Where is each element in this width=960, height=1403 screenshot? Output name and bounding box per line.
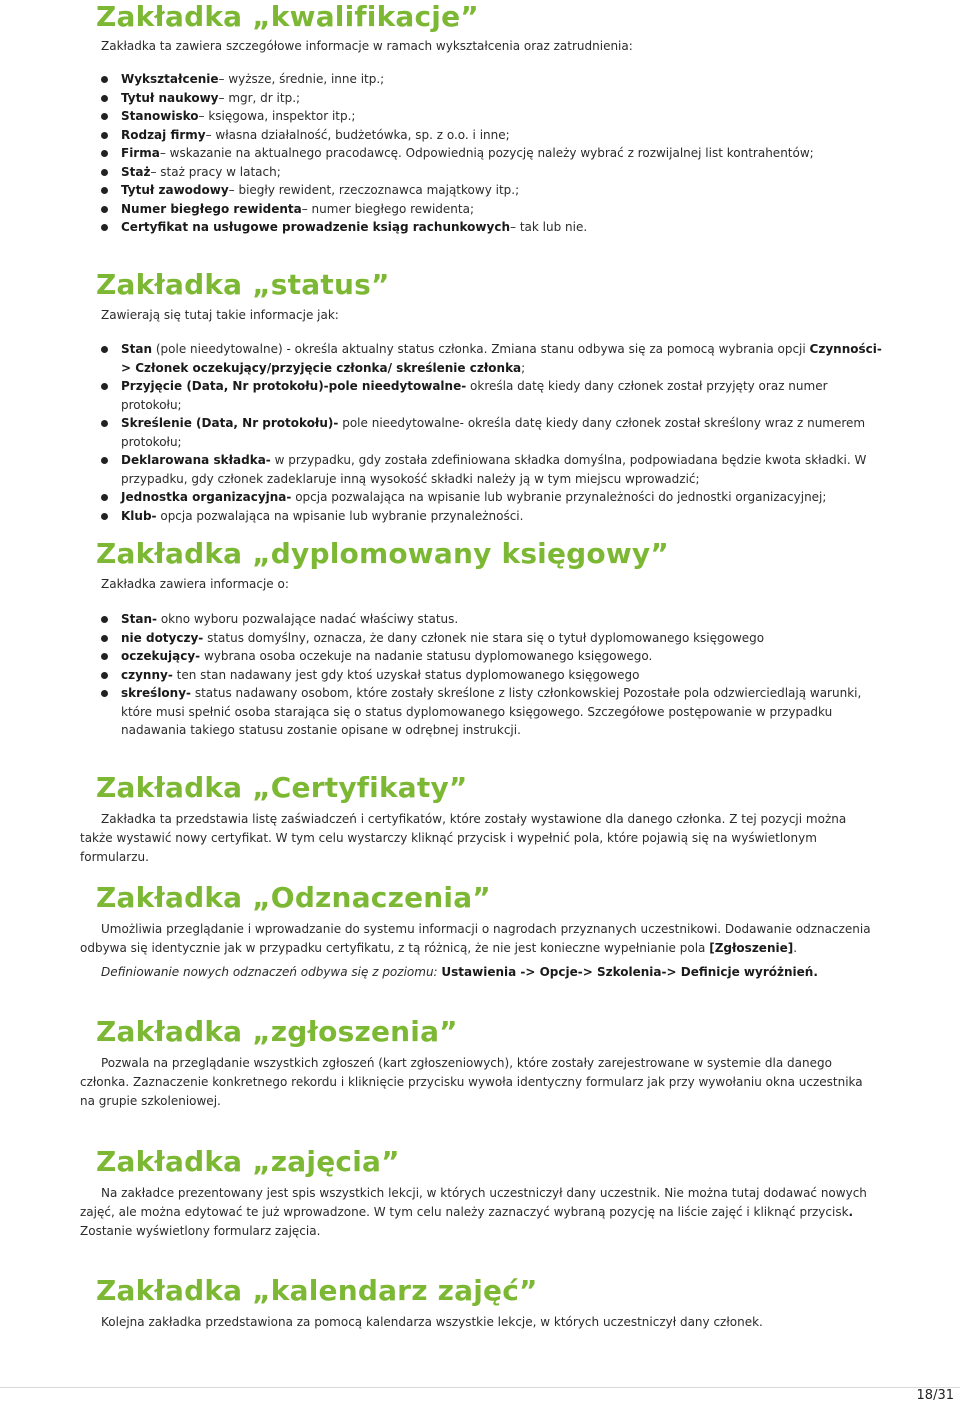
section-title-zajecia: Zakładka „zajęcia” <box>96 1145 400 1178</box>
bullet-icon <box>101 653 108 660</box>
list-item: nie dotyczy- status domyślny, oznacza, że dany członek nie stara się o tytuł dyplomowanego księgowego <box>100 629 890 648</box>
list-item: Deklarowana składka- w przypadku, gdy została zdefiniowana składka domyślna, podpowiadana będzie kwota składki. W przypadku, gdy członek zadeklaruje inną wysokość składki należy ją w tym miejscu wprowadzić; <box>100 451 890 488</box>
list-item: Przyjęcie (Data, Nr protokołu)-pole nieedytowalne- określa datę kiedy dany członek został przyjęty oraz numer protokołu; <box>100 377 890 414</box>
zajecia-text: Na zakładce prezentowany jest spis wszystkich lekcji, w których uczestniczył dany uczestnik. Nie można tutaj dodawać nowych zajęć, ale można edytować te już wprowadzone. W tym celu należy zaznaczyć wybraną pozycję na liście zajęć i kliknąć przycisk. Zostanie wyświetlony formularz zajęcia. <box>80 1186 867 1238</box>
certyfikaty-text: Zakładka ta przedstawia listę zaświadczeń i certyfikatów, które zostały wystawione dla danego członka. Z tej pozycji można także wystawić nowy certyfikat. W tym celu wystarczy kliknąć przycisk i wypełnić pola, które pojawią się na wyświetlonym formularzu. <box>80 812 847 864</box>
section-title-zgloszenia: Zakładka „zgłoszenia” <box>96 1015 458 1048</box>
status-intro: Zawierają się tutaj takie informacje jak: <box>101 308 339 322</box>
section-title-dyplomowany: Zakładka „dyplomowany księgowy” <box>96 537 669 570</box>
section-title-kalendarz: Zakładka „kalendarz zajęć” <box>96 1274 538 1307</box>
bullet-icon <box>101 224 108 231</box>
list-item: Certyfikat na usługowe prowadzenie ksiąg rachunkowych– tak lub nie. <box>100 218 890 237</box>
bullet-icon <box>101 113 108 120</box>
bullet-icon <box>101 383 108 390</box>
kalendarz-text: Kolejna zakładka przedstawiona za pomocą kalendarza wszystkie lekcje, w których uczestniczył dany członek. <box>101 1315 763 1329</box>
list-item: Staż– staż pracy w latach; <box>100 163 890 182</box>
bullet-icon <box>101 635 108 642</box>
bullet-icon <box>101 616 108 623</box>
list-item: Rodzaj firmy– własna działalność, budżetówka, sp. z o.o. i inne; <box>100 126 890 145</box>
bullet-icon <box>101 150 108 157</box>
list-item: Stanowisko– księgowa, inspektor itp.; <box>100 107 890 126</box>
list-item: Skreślenie (Data, Nr protokołu)- pole nieedytowalne- określa datę kiedy dany członek został skreślony wraz z numerem protokołu; <box>100 414 890 451</box>
status-list <box>100 340 890 525</box>
bullet-icon <box>101 346 108 353</box>
bullet-icon <box>101 420 108 427</box>
list-item: skreślony- status nadawany osobom, które zostały skreślone z listy członkowskiej Pozostałe pola odzwierciedlają warunki, które musi spełnić osoba starająca się o status dyplomowanego księgowego. Szczegółowe postępowanie w przypadku nadawania takiego statusu zostanie opisane w odrębnej instrukcji. <box>100 684 890 740</box>
bullet-icon <box>101 513 108 520</box>
bullet-icon <box>101 169 108 176</box>
bullet-icon <box>101 187 108 194</box>
list-item: Numer biegłego rewidenta– numer biegłego rewidenta; <box>100 200 890 219</box>
section-title-kwalifikacje: Zakładka „kwalifikacje” <box>96 0 479 33</box>
list-item: Firma– wskazanie na aktualnego pracodawcę. Odpowiednią pozycję należy wybrać z rozwijalnej list kontrahentów; <box>100 144 890 163</box>
dyplomowany-list <box>100 610 890 740</box>
kwalifikacje-list <box>100 70 890 237</box>
section-title-odznaczenia: Zakładka „Odznaczenia” <box>96 881 491 914</box>
list-item: czynny- ten stan nadawany jest gdy ktoś uzyskał status dyplomowanego księgowego <box>100 666 890 685</box>
bullet-icon <box>101 672 108 679</box>
dyplomowany-intro: Zakładka zawiera informacje o: <box>101 577 289 591</box>
zgloszenia-text: Pozwala na przeglądanie wszystkich zgłoszeń (kart zgłoszeniowych), które zostały zarejestrowane w systemie dla danego członka. Zaznaczenie konkretnego rekordu i kliknięcie przycisku wywoła identyczny formularz jak przy wywołaniu okna uczestnika na grupie szkoleniowej. <box>80 1056 863 1108</box>
section-title-status: Zakładka „status” <box>96 268 390 301</box>
list-item: Wykształcenie– wyższe, średnie, inne itp.; <box>100 70 890 89</box>
list-item: oczekujący- wybrana osoba oczekuje na nadanie statusu dyplomowanego księgowego. <box>100 647 890 666</box>
list-item: Jednostka organizacyjna- opcja pozwalająca na wpisanie lub wybranie przynależności do jednostki organizacyjnej; <box>100 488 890 507</box>
bullet-icon <box>101 457 108 464</box>
odznaczenia-definitions: Definiowanie nowych odznaczeń odbywa się z poziomu: Ustawienia -> Opcje-> Szkolenia-> Definicje wyróżnień. <box>101 965 818 979</box>
list-item: Stan- okno wyboru pozwalające nadać właściwy status. <box>100 610 890 629</box>
bullet-icon <box>101 690 108 697</box>
list-item: Stan (pole nieedytowalne) - określa aktualny status członka. Zmiana stanu odbywa się za pomocą wybrania opcji Czynności-> Członek oczekujący/przyjęcie członka/ skreślenie członka; <box>100 340 890 377</box>
bullet-icon <box>101 132 108 139</box>
kwalifikacje-intro: Zakładka ta zawiera szczegółowe informacje w ramach wykształcenia oraz zatrudnienia: <box>101 39 633 53</box>
list-item: Tytuł zawodowy– biegły rewident, rzeczoznawca majątkowy itp.; <box>100 181 890 200</box>
footer-divider <box>0 1387 960 1388</box>
bullet-icon <box>101 494 108 501</box>
odznaczenia-text: Umożliwia przeglądanie i wprowadzanie do systemu informacji o nagrodach przyznanych uczestnikowi. Dodawanie odznaczenia odbywa się identycznie jak w przypadku certyfikatu, z tą różnicą, że nie jest konieczne wypełnianie pola [Zgłoszenie]. <box>80 922 871 955</box>
list-item: Tytuł naukowy– mgr, dr itp.; <box>100 89 890 108</box>
list-item: Klub- opcja pozwalająca na wpisanie lub wybranie przynależności. <box>100 507 890 526</box>
bullet-icon <box>101 95 108 102</box>
bullet-icon <box>101 76 108 83</box>
section-title-certyfikaty: Zakładka „Certyfikaty” <box>96 771 468 804</box>
bullet-icon <box>101 206 108 213</box>
page-number: 18/31 <box>916 1388 954 1403</box>
